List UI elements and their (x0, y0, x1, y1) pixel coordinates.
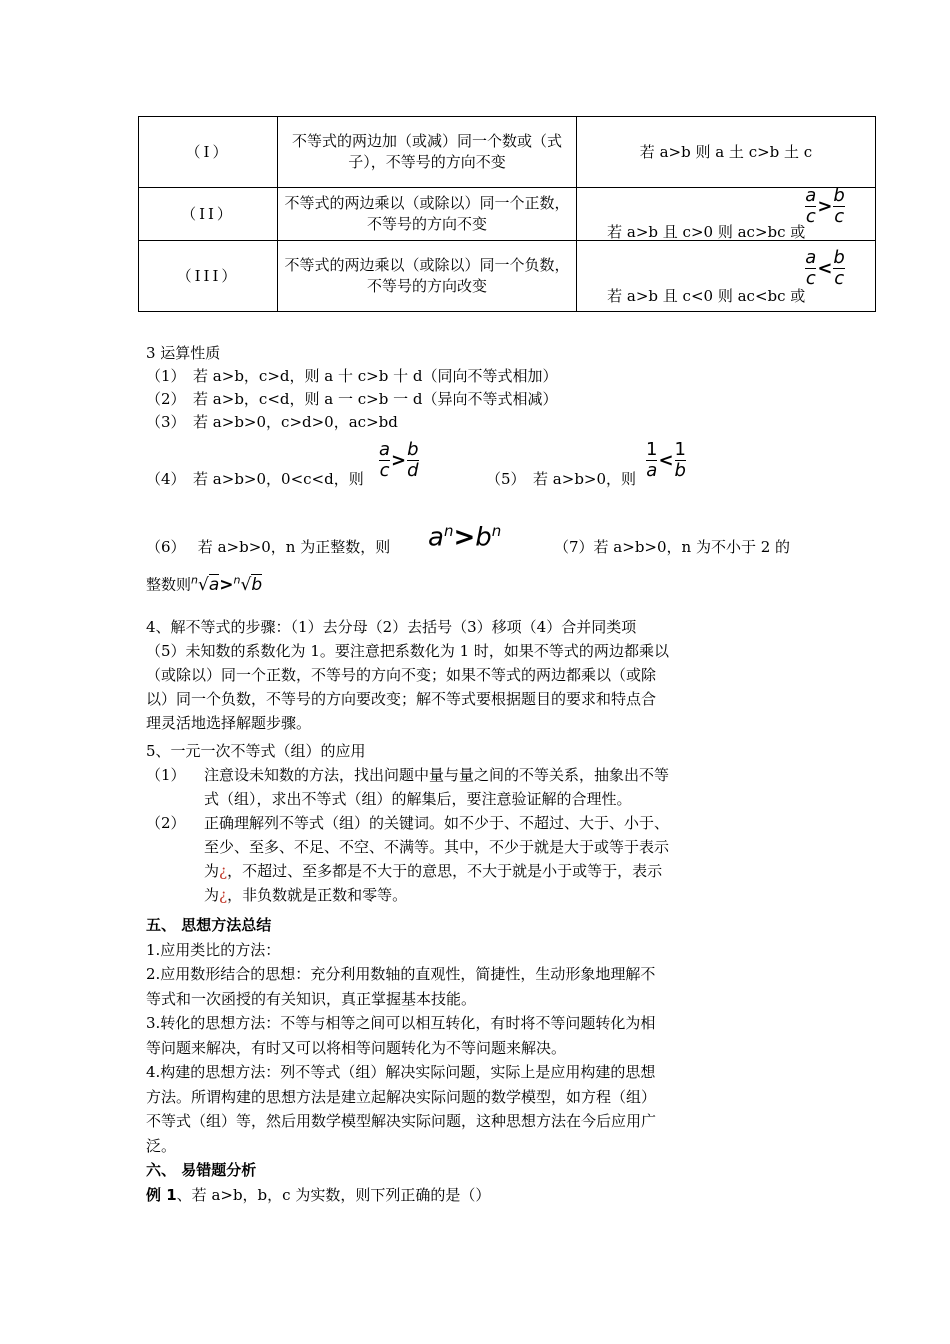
radicand-a: a (208, 574, 220, 595)
property-item-7-cont (146, 568, 812, 597)
property-item-6-7 (146, 520, 812, 560)
table-row (139, 241, 876, 312)
relation-symbol: > (219, 574, 234, 595)
row-number: （III） (139, 241, 278, 312)
fraction-denominator: c (834, 267, 845, 289)
fraction-inequality (379, 440, 419, 481)
row-condition-cell (577, 184, 876, 241)
table-row (139, 188, 876, 241)
root-index: n (191, 573, 198, 586)
fraction-numerator: 1 (646, 439, 658, 460)
property-item: （3） 若 a>b>0，c>d>0，ac>bd (146, 413, 398, 431)
fraction-numerator: a (805, 184, 817, 206)
point-2-line (146, 811, 812, 835)
point-label: （2） (146, 814, 186, 832)
base-b: b (475, 522, 492, 553)
methods-summary (146, 913, 812, 1207)
row-number: （II） (139, 188, 278, 241)
missing-symbol: ¿ (219, 886, 228, 904)
row-condition-cell (577, 241, 876, 312)
missing-symbol: ¿ (219, 862, 228, 880)
property-item: （7）若 a>b>0，n 为不小于 2 的 (554, 538, 791, 556)
example-label: 例 1 (146, 1185, 177, 1204)
fraction-numerator: 1 (674, 439, 686, 460)
fraction-denominator: a (646, 460, 658, 481)
property-item: （4） 若 a>b>0，0<c<d，则 (146, 470, 364, 488)
paragraph-line (146, 883, 812, 907)
operation-properties (146, 342, 812, 434)
fraction-inequality (646, 440, 686, 481)
row-condition: 若 a>b 且 c<0 则 ac<bc 或 (607, 286, 806, 305)
fraction-numerator: b (833, 246, 845, 268)
example-text: 、若 a>b，b，c 为实数，则下列正确的是（） (176, 1185, 491, 1204)
fraction-inequality (805, 186, 845, 227)
text-fragment: 为 (204, 886, 220, 904)
paragraph-line: 理灵活地选择解题步骤。 (146, 714, 312, 732)
property-item: （6） 若 a>b>0，n 为正整数，则 (146, 538, 391, 556)
property-item: （1） 若 a>b，c>d，则 a 十 c>b 十 d（同向不等式相加） (146, 367, 558, 385)
paragraph-line: 等问题来解决，有时又可以将相等问题转化为不等问题来解决。 (146, 1038, 567, 1057)
fraction-denominator: d (407, 460, 419, 481)
text-fragment: 为 (204, 862, 220, 880)
radicand-b: b (251, 574, 263, 595)
section-title: 5、一元一次不等式（组）的应用 (146, 742, 366, 760)
paragraph-line: 4、解不等式的步骤：（1）去分母（2）去括号（3）移项（4）合并同类项 (146, 618, 637, 636)
relation-symbol: > (391, 450, 407, 471)
row-description: 不等式的两边乘以（或除以）同一个正数，不等号的方向不变 (278, 188, 577, 241)
paragraph-line: 3.转化的思想方法：不等与相等之间可以相互转化，有时将不等问题转化为相 (146, 1014, 656, 1032)
paragraph-line: 以）同一个负数，不等号的方向要改变；解不等式要根据题目的要求和特点合 (146, 690, 657, 708)
root-index: n (233, 573, 241, 586)
inequality-properties-table (138, 116, 876, 312)
exponent-n: n (491, 522, 502, 540)
row-number: （I） (139, 117, 278, 188)
row-condition: 若 a>b 且 c>0 则 ac>bc 或 (607, 222, 806, 241)
fraction-numerator: b (833, 184, 845, 206)
fraction-inequality (805, 248, 845, 289)
text-fragment: ，非负数就是正数和零等。 (227, 886, 408, 904)
section-heading: 六、 易错题分析 (146, 1161, 257, 1179)
relation-symbol: < (817, 257, 833, 279)
relation-symbol: > (817, 195, 833, 217)
section-title: 3 运算性质 (146, 344, 221, 362)
property-item-4-5 (146, 440, 812, 490)
table-row (139, 117, 876, 188)
base-a: a (428, 522, 444, 553)
paragraph-line: 2.应用数形结合的思想：充分利用数轴的直观性，简捷性，生动形象地理解不 (146, 965, 656, 983)
paragraph-line: 泛。 (146, 1136, 177, 1155)
fraction-denominator: b (674, 460, 686, 481)
fraction-denominator: c (379, 460, 390, 481)
example-line (146, 1183, 812, 1208)
paragraph-line: 等式和一次函授的有关知识，真正掌握基本技能。 (146, 989, 477, 1008)
solving-steps (146, 615, 812, 735)
paragraph-line: 不等式（组）等，然后用数学模型解决实际问题，这种思想方法在今后应用广 (146, 1112, 657, 1130)
paragraph-line: （5）未知数的系数化为 1。要注意把系数化为 1 时，如果不等式的两边都乘以 (146, 642, 669, 660)
application-section (146, 739, 812, 907)
row-condition: 若 a>b 则 a 土 c>b 土 c (577, 117, 876, 188)
section-heading: 五、 思想方法总结 (146, 916, 272, 934)
paragraph-line: 式（组），求出不等式（组）的解集后，要注意验证解的合理性。 (204, 790, 632, 808)
power-inequality (428, 520, 502, 553)
point-label: （1） (146, 766, 186, 784)
row-description: 不等式的两边乘以（或除以）同一个负数，不等号的方向改变 (278, 241, 577, 312)
text-fragment: ，不超过、至多都是不大于的意思，不大于就是小于或等于，表示 (227, 862, 663, 880)
fraction-numerator: a (379, 439, 391, 460)
root-inequality: $^n$√a>$^n$√b (191, 573, 263, 595)
paragraph-line: 方法。所谓构建的思想方法是建立起解决实际问题的数学模型，如方程（组） (146, 1087, 657, 1106)
paragraph-line: 注意设未知数的方法，找出问题中量与量之间的不等关系，抽象出不等 (204, 766, 670, 784)
point-1-line (146, 763, 812, 787)
fraction-denominator: c (834, 205, 845, 227)
row-description: 不等式的两边加（或减）同一个数或（式子），不等号的方向不变 (278, 117, 577, 188)
paragraph-line: 正确理解列不等式（组）的关键词。如不少于、不超过、大于、小于、 (204, 814, 670, 832)
paragraph-line: （或除以）同一个正数，不等号的方向不变；如果不等式的两边都乘以（或除 (146, 666, 657, 684)
fraction-denominator: c (805, 267, 816, 289)
paragraph-line (146, 859, 812, 883)
paragraph-line: 至少、至多、不足、不空、不满等。其中，不少于就是大于或等于表示 (204, 838, 670, 856)
fraction-denominator: c (805, 205, 816, 227)
fraction-numerator: b (407, 439, 419, 460)
property-item: （2） 若 a>b，c<d，则 a 一 c>b 一 d（异向不等式相减） (146, 390, 558, 408)
property-item: （5） 若 a>b>0，则 (486, 470, 637, 488)
relation-symbol: > (453, 522, 476, 553)
paragraph-line: 4.构建的思想方法：列不等式（组）解决实际问题，实际上是应用构建的思想 (146, 1063, 656, 1081)
fraction-numerator: a (805, 246, 817, 268)
paragraph-line: 1.应用类比的方法： (146, 940, 281, 959)
property-item: 整数则 (146, 575, 192, 594)
exponent-n: n (443, 522, 454, 540)
relation-symbol: < (658, 450, 674, 471)
